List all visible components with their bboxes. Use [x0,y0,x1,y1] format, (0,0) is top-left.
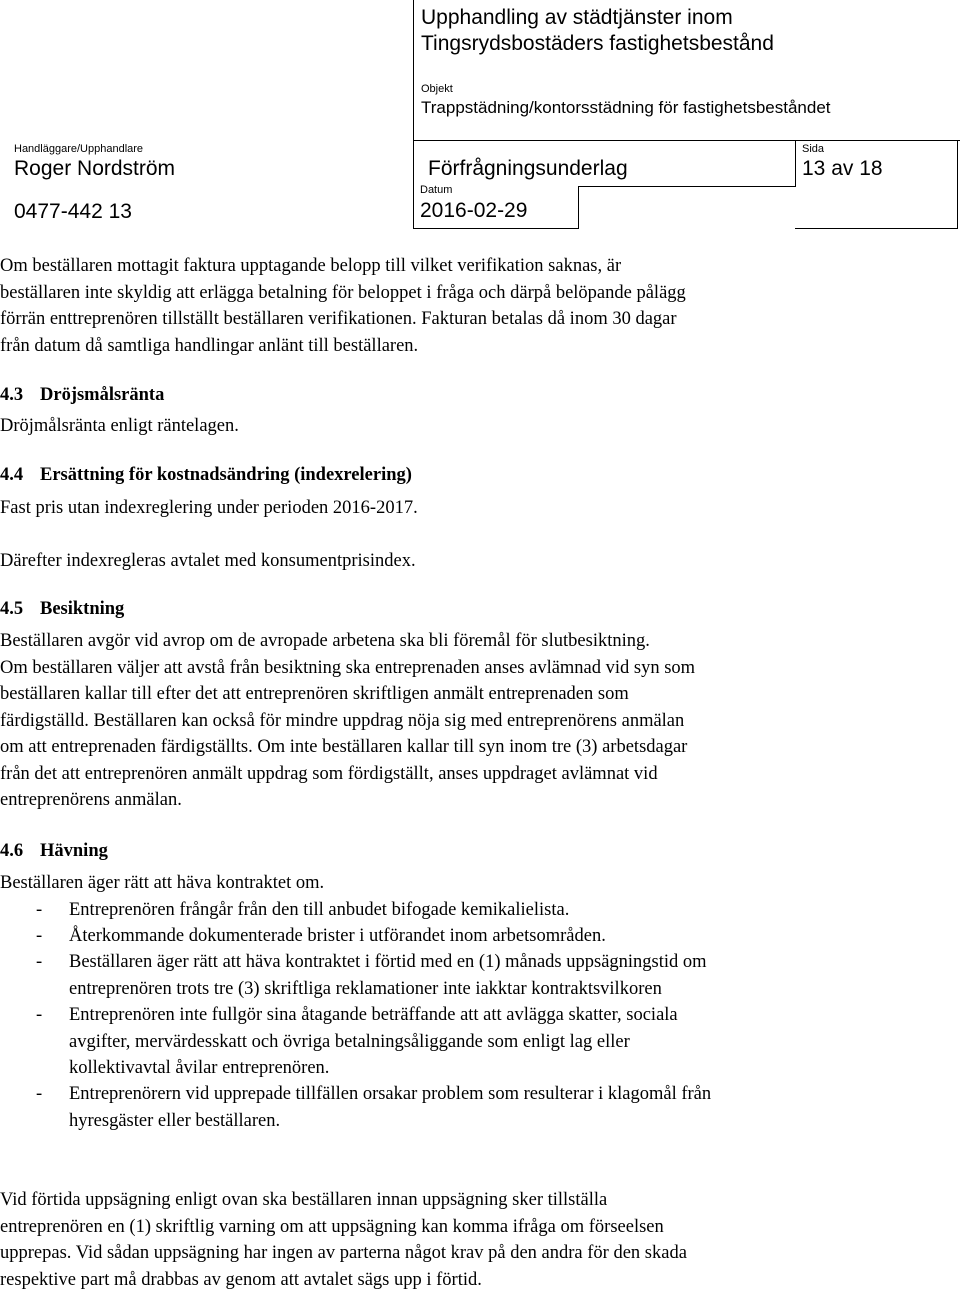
section-number: 4.4 [0,462,40,488]
text-line: entreprenörens anmälan. [0,787,960,814]
list-item-text [69,1081,949,1134]
text-line: entreprenören en (1) skriftlig varning om att uppsägning kan komma ifråga om förseelsen [0,1214,960,1241]
document-title-line: Upphandling av städtjänster inom [421,5,774,30]
text-line: Beställaren avgör vid avrop om de avropade arbetena ska bli föremål för slutbesiktning. [0,628,960,655]
section-text: Därefter indexregleras avtalet med konsumentprisindex. [0,548,960,575]
section-paragraph [0,628,960,814]
section-title: Hävning [40,841,108,861]
handler-phone: 0477-442 13 [14,199,132,224]
list-item-text [69,949,949,1002]
bullet: - [36,1002,42,1029]
section-heading-4-6 [0,838,960,864]
text-line: Vid förtida uppsägning enligt ovan ska beställaren innan uppsägning sker tillställa [0,1187,960,1214]
text-line: hyresgäster eller beställaren. [69,1108,949,1135]
section-title: Besiktning [40,599,124,619]
date-value: 2016-02-29 [420,198,527,223]
text-line: från det att entreprenören anmält uppdrag som fördigställt, anses uppdraget avlämnat vid [0,761,960,788]
handler-label: Handläggare/Upphandlare [14,143,143,156]
text-line: Beställaren äger rätt att häva kontraktet i förtid med en (1) månads uppsägningstid om [69,949,949,976]
text-line: avgifter, mervärdesskatt och övriga betalningsåliggande som enligt lag eller [69,1029,949,1056]
text-line: upprepas. Vid sådan uppsägning har ingen av parterna något krav på den andra för den skada [0,1240,960,1267]
text-line: Om beställaren väljer att avstå från besiktning ska entreprenaden anses avlämnad vid syn som [0,655,960,682]
text-line: respektive part må drabbas av genom att avtalet sägs upp i förtid. [0,1267,960,1293]
text-line: kollektivavtal åvilar entreprenören. [69,1055,949,1082]
document-type: Förfrågningsunderlag [428,156,628,181]
section-text: Beställaren äger rätt att häva kontraktet om. [0,870,960,897]
list-item-text [69,1002,949,1082]
section-heading-4-4 [0,462,960,488]
header-rule [578,186,579,228]
section-number: 4.5 [0,596,40,622]
section-number: 4.3 [0,382,40,408]
header-rule [413,0,414,140]
section-title: Dröjsmålsränta [40,385,164,405]
section-title: Ersättning för kostnadsändring (indexrelering) [40,465,412,485]
list-item-text: Återkommande dokumenterade brister i utförandet inom arbetsområden. [69,923,949,950]
section-text: Fast pris utan indexreglering under perioden 2016-2017. [0,495,960,522]
page-number: 13 av 18 [802,156,883,181]
bullet: - [36,923,42,950]
header-rule [795,228,958,229]
header-rule [413,228,579,229]
section-number: 4.6 [0,838,40,864]
header-rule [795,140,796,187]
text-line: Om beställaren mottagit faktura upptagande belopp till vilket verifikation saknas, är [0,253,960,280]
text-line: beställaren kallar till efter det att entreprenören skriftligen anmält entreprenaden som [0,681,960,708]
header-rule [578,186,796,187]
header-rule [413,140,414,228]
text-line: om att entreprenaden färdigställts. Om inte beställaren kallar till syn inom tre (3) arbetsdagar [0,734,960,761]
text-line: Entreprenören inte fullgör sina åtagande beträffande att att avlägga skatter, sociala [69,1002,949,1029]
bullet: - [36,897,42,924]
header-rule [413,140,960,141]
text-line: Entreprenörern vid upprepade tillfällen orsakar problem som resulterar i klagomål från [69,1081,949,1108]
section-heading-4-5 [0,596,960,622]
bullet: - [36,949,42,976]
list-item-text: Entreprenören frångår från den till anbudet bifogade kemikalielista. [69,897,949,924]
date-label: Datum [420,184,452,197]
handler-name: Roger Nordström [14,156,175,181]
text-line: förrän enttreprenören tillställt beställaren verifikationen. Fakturan betalas då inom 30 dagar [0,306,960,333]
page-label: Sida [802,143,824,156]
header-rule [957,140,958,228]
document-title-line: Tingsrydsbostäders fastighetsbestånd [421,31,774,56]
object-label: Objekt [421,83,453,96]
bullet: - [36,1081,42,1108]
closing-paragraph [0,1187,960,1293]
object-value: Trappstädning/kontorsstädning för fastighetsbeståndet [421,97,831,119]
intro-paragraph [0,253,960,359]
section-heading-4-3 [0,382,960,408]
text-line: entreprenören trots tre (3) skriftliga reklamationer inte iakktar kontraktsvilkoren [69,976,949,1003]
section-text: Dröjmålsränta enligt räntelagen. [0,413,960,440]
text-line: färdigställd. Beställaren kan också för mindre uppdrag nöja sig med entreprenörens anmälan [0,708,960,735]
document-title [421,5,774,56]
text-line: beställaren inte skyldig att erlägga betalning för beloppet i fråga och därpå belöpande pålägg [0,280,960,307]
text-line: från datum då samtliga handlingar anlänt till beställaren. [0,333,960,360]
